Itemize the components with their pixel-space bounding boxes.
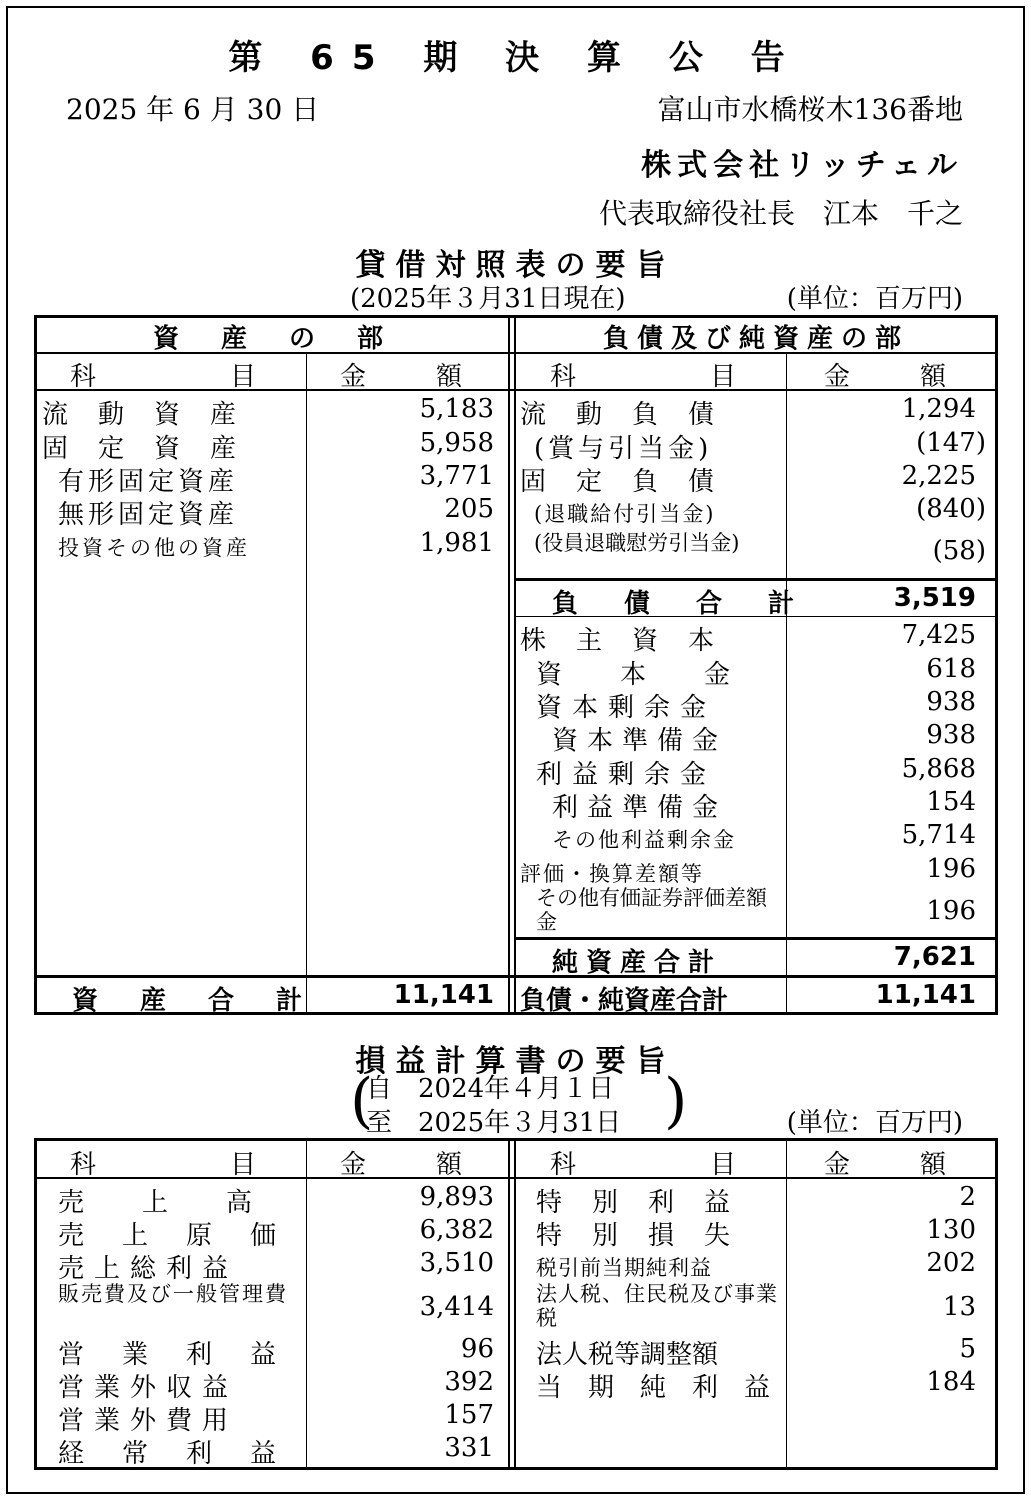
pl-col-item-left: 科 目 bbox=[70, 1150, 263, 1180]
announcement-date: 2025 年 6 月 30 日 bbox=[66, 93, 320, 126]
pl-row-value: 184 bbox=[926, 1367, 976, 1397]
pl-row-label: 経 常 利 益 bbox=[58, 1439, 283, 1469]
liability-row-value: (840) bbox=[916, 494, 986, 524]
period-open-bracket: ( bbox=[350, 1066, 374, 1136]
asset-row-label: 投資その他の資産 bbox=[58, 536, 250, 560]
bs-col-amount-left: 金 額 bbox=[340, 362, 469, 392]
asset-row-value: 3,771 bbox=[419, 461, 494, 491]
equity-row-label: 資本準備金 bbox=[552, 726, 728, 756]
equity-row-label: 利益剰余金 bbox=[536, 760, 717, 790]
liability-row-label: (退職給付引当金) bbox=[534, 502, 716, 526]
liability-row-value: (58) bbox=[932, 536, 986, 566]
equity-row-value: 618 bbox=[926, 654, 976, 684]
pl-row-label: 売上総利益 bbox=[58, 1254, 239, 1284]
bs-col-item-right: 科 目 bbox=[550, 362, 743, 392]
pl-row-label: 売 上 原 価 bbox=[58, 1221, 283, 1251]
equity-row-value: 154 bbox=[926, 787, 976, 817]
equity-total-value: 7,621 bbox=[893, 942, 976, 972]
pl-row-label: 法人税等調整額 bbox=[536, 1340, 719, 1370]
pl-row-value: 13 bbox=[942, 1292, 976, 1322]
asset-row-label: 有形固定資産 bbox=[58, 467, 239, 497]
equity-row-label: 資本剰余金 bbox=[536, 693, 717, 723]
equity-row-label: 資 本 金 bbox=[536, 660, 733, 690]
liability-row-value: 1,294 bbox=[901, 394, 976, 424]
pl-row-value: 392 bbox=[444, 1367, 494, 1397]
assets-total-value: 11,141 bbox=[393, 980, 494, 1010]
asset-row-label: 固 定 資 産 bbox=[42, 434, 239, 464]
bs-col-item-left: 科 目 bbox=[70, 362, 263, 392]
representative: 代表取締役社長 江本 千之 bbox=[598, 197, 963, 230]
pl-col-amount-left: 金 額 bbox=[340, 1150, 469, 1180]
balance-sheet-date: (2025年３月31日現在) bbox=[350, 284, 626, 314]
equity-row-value: 938 bbox=[926, 687, 976, 717]
asset-row-label: 流 動 資 産 bbox=[42, 400, 239, 430]
liability-row-label: 固 定 負 債 bbox=[520, 467, 717, 497]
assets-section-header: 資 産 の 部 bbox=[152, 324, 391, 354]
pl-row-label: 販売費及び一般管理費 bbox=[58, 1282, 288, 1306]
balance-sheet-unit: (単位：百万円) bbox=[786, 284, 963, 314]
pl-row-label: 税引前当期純利益 bbox=[536, 1256, 712, 1280]
period-from: 自 2024年４月１日 bbox=[366, 1074, 615, 1104]
pl-row-label: 当 期 純 利 益 bbox=[536, 1373, 771, 1403]
equity-row-label: 利益準備金 bbox=[552, 793, 728, 823]
liability-row-value: (147) bbox=[916, 428, 986, 458]
pl-row-label: 法人税、住民税及び事業税 bbox=[536, 1282, 778, 1330]
pl-col-item-right: 科 目 bbox=[550, 1150, 743, 1180]
liability-row-value: 2,225 bbox=[901, 461, 976, 491]
asset-row-value: 1,981 bbox=[419, 528, 494, 558]
equity-row-label: その他有価証券評価差額金 bbox=[536, 886, 767, 934]
asset-row-value: 5,958 bbox=[419, 428, 494, 458]
pl-row-label: 売 上 高 bbox=[58, 1188, 255, 1218]
pl-row-value: 3,414 bbox=[419, 1292, 494, 1322]
company-address: 富山市水橋桜木136番地 bbox=[657, 93, 963, 126]
asset-row-value: 205 bbox=[444, 494, 494, 524]
pl-row-value: 331 bbox=[444, 1433, 494, 1463]
pl-row-value: 9,893 bbox=[419, 1182, 494, 1212]
income-statement-title: 損益計算書の要旨 bbox=[355, 1044, 676, 1079]
pl-row-label: 営 業 利 益 bbox=[58, 1340, 283, 1370]
pl-row-value: 96 bbox=[460, 1334, 494, 1364]
assets-total-label: 資 産 合 計 bbox=[72, 986, 311, 1016]
income-statement-unit: (単位：百万円) bbox=[786, 1108, 963, 1138]
liability-row-label: (賞与引当金) bbox=[534, 434, 713, 464]
liabilities-total-value: 3,519 bbox=[893, 583, 976, 613]
pl-row-label: 営業外収益 bbox=[58, 1373, 239, 1403]
equity-total-label: 純資産合計 bbox=[552, 948, 723, 978]
liability-row-label: (役員退職慰労引当金) bbox=[534, 531, 740, 555]
equity-row-value: 196 bbox=[926, 854, 976, 884]
equity-row-label: その他利益剰余金 bbox=[552, 828, 736, 852]
liabilities-total-label: 負 債 合 計 bbox=[552, 589, 805, 619]
pl-row-label: 営業外費用 bbox=[58, 1406, 239, 1436]
page-title: 第 65 期 決 算 公 告 bbox=[228, 38, 803, 78]
pl-row-value: 3,510 bbox=[419, 1248, 494, 1278]
equity-row-label: 株 主 資 本 bbox=[520, 626, 717, 656]
pl-row-value: 2 bbox=[959, 1182, 976, 1212]
grand-total-value: 11,141 bbox=[875, 980, 976, 1010]
pl-row-value: 130 bbox=[926, 1215, 976, 1245]
pl-row-value: 202 bbox=[926, 1248, 976, 1278]
equity-row-value: 5,714 bbox=[901, 820, 976, 850]
bs-col-amount-right: 金 額 bbox=[824, 362, 953, 392]
equity-row-value: 5,868 bbox=[901, 754, 976, 784]
equity-row-value: 938 bbox=[926, 720, 976, 750]
pl-row-label: 特 別 利 益 bbox=[536, 1188, 733, 1218]
liabilities-section-header: 負債及び純資産の部 bbox=[602, 324, 909, 354]
pl-row-label: 特 別 損 失 bbox=[536, 1221, 733, 1251]
equity-row-label: 評価・換算差額等 bbox=[520, 862, 704, 886]
asset-row-label: 無形固定資産 bbox=[58, 500, 239, 530]
asset-row-value: 5,183 bbox=[419, 394, 494, 424]
pl-row-value: 157 bbox=[444, 1400, 494, 1430]
period-close-bracket: ) bbox=[664, 1066, 688, 1136]
pl-row-value: 6,382 bbox=[419, 1215, 494, 1245]
liability-row-label: 流 動 負 債 bbox=[520, 400, 717, 430]
pl-col-amount-right: 金 額 bbox=[824, 1150, 953, 1180]
equity-row-value: 196 bbox=[926, 896, 976, 926]
pl-row-value: 5 bbox=[959, 1334, 976, 1364]
period-to: 至 2025年３月31日 bbox=[366, 1108, 622, 1138]
company-name: 株式会社リッチェル bbox=[641, 148, 963, 183]
balance-sheet-title: 貸借対照表の要旨 bbox=[355, 248, 676, 283]
grand-total-label: 負債・純資産合計 bbox=[520, 986, 729, 1016]
equity-row-value: 7,425 bbox=[901, 620, 976, 650]
